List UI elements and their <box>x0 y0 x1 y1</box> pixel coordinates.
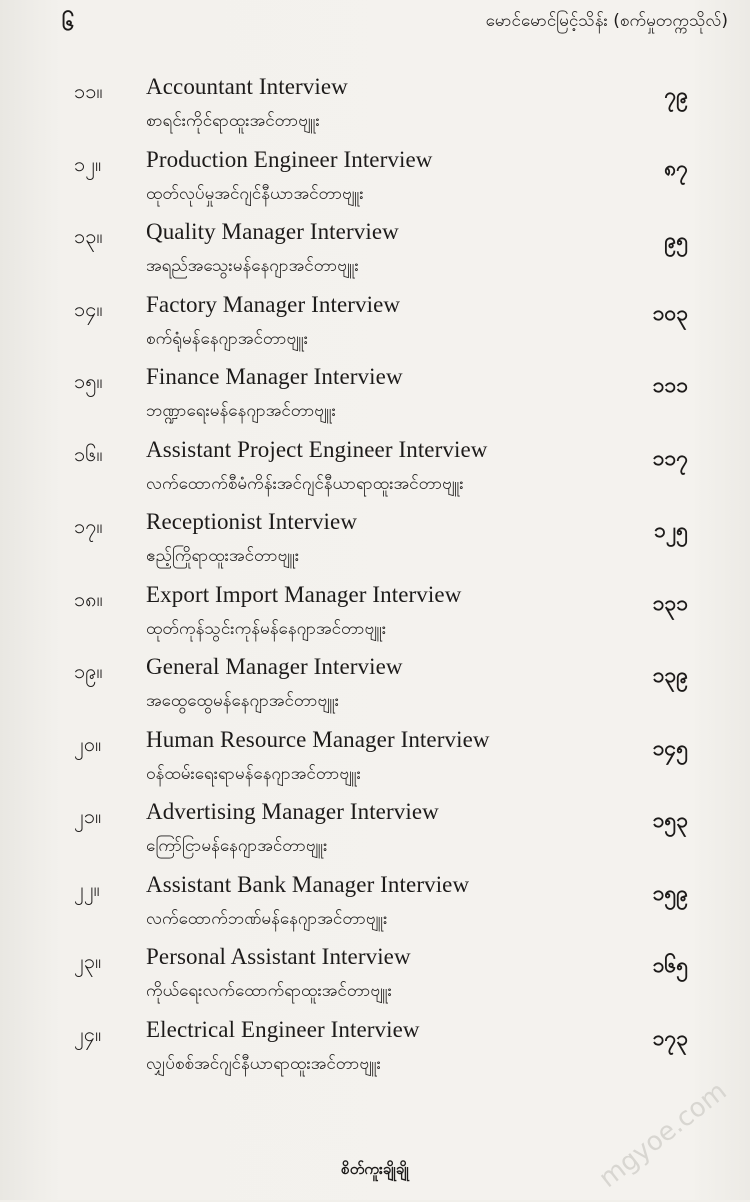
entry-subtitle: ထုတ်လုပ်မှုအင်ဂျင်နီယာအင်တာဗျူး <box>146 183 364 204</box>
entry-page-number: ၁၆၅ <box>652 953 688 977</box>
entry-title: Advertising Manager Interview <box>146 799 439 824</box>
entry-number: ၁၉။ <box>74 659 103 683</box>
entry-title: General Manager Interview <box>146 654 403 679</box>
entry-page-number: ၁၅၃ <box>652 808 688 832</box>
toc-entry[interactable] <box>0 145 750 218</box>
entry-page-number: ၁၄၅ <box>652 735 688 760</box>
entry-subtitle: လျှပ်စစ်အင်ဂျင်နီယာရာထူးအင်တာဗျူး <box>146 1053 381 1074</box>
entry-title: Receptionist Interview <box>146 509 358 534</box>
entry-page-number: ၁၇၃ <box>652 1025 688 1050</box>
entry-title: Factory Manager Interview <box>146 291 401 317</box>
running-title: မောင်မောင်မြင့်သိန်း (စက်မှုတက္ကသိုလ်) <box>485 11 728 31</box>
entry-page-number: ၁၃၉ <box>652 663 688 687</box>
entry-page-number: ၉၅ <box>664 228 688 252</box>
toc-entry[interactable] <box>0 870 750 943</box>
entry-number: ၁၃။ <box>74 224 103 248</box>
entry-subtitle: စာရင်းကိုင်ရာထူးအင်တာဗျူး <box>146 111 320 131</box>
entry-page-number: ၁၁၁ <box>652 373 688 397</box>
entry-title: Human Resource Manager Interview <box>146 726 490 752</box>
toc-entry[interactable] <box>0 1015 750 1088</box>
entry-page-number: ၁၅၉ <box>652 880 688 905</box>
entry-number: ၁၄။ <box>74 296 103 321</box>
entry-subtitle: လက်ထောက်ဘဏ်မန်နေဂျာအင်တာဗျူး <box>146 908 388 929</box>
entry-title: Quality Manager Interview <box>146 219 399 244</box>
entry-number: ၂၃။ <box>74 949 102 973</box>
entry-page-number: ၁၃၁ <box>652 590 688 615</box>
toc-entry[interactable] <box>0 72 750 145</box>
entry-subtitle: ဘဏ္ဍာရေးမန်နေဂျာအင်တာဗျူး <box>146 401 336 421</box>
entry-subtitle: ကြော်ငြာမန်နေဂျာအင်တာဗျူး <box>146 836 328 856</box>
page-header <box>0 8 750 38</box>
entry-number: ၁၈။ <box>74 586 103 611</box>
entry-title: Assistant Project Engineer Interview <box>146 436 488 462</box>
entry-number: ၂၁။ <box>74 804 102 828</box>
toc-entry[interactable] <box>0 217 750 290</box>
page-number: ၆ <box>62 10 75 36</box>
toc-entry[interactable] <box>0 797 750 870</box>
entry-subtitle: ဝန်ထမ်းရေးရာမန်နေဂျာအင်တာဗျူး <box>146 763 361 784</box>
entry-number: ၂၂။ <box>74 876 100 901</box>
entry-number: ၁၂။ <box>74 151 102 176</box>
toc-entry[interactable] <box>0 942 750 1015</box>
watermark: mgyoe.com <box>593 1076 733 1195</box>
entry-page-number: ၁၂၅ <box>654 518 688 542</box>
entry-page-number: ၈၇ <box>664 155 688 180</box>
entry-title: Production Engineer Interview <box>146 146 433 172</box>
entry-subtitle: လက်ထောက်စီမံကိန်းအင်ဂျင်နီယာရာထူးအင်တာဗျူး <box>146 473 464 494</box>
entry-subtitle: အထွေထွေမန်နေဂျာအင်တာဗျူး <box>146 691 340 711</box>
entry-number: ၁၁။ <box>74 79 103 103</box>
entry-title: Assistant Bank Manager Interview <box>146 871 470 897</box>
toc-entry[interactable] <box>0 652 750 725</box>
entry-number: ၁၇။ <box>74 514 103 538</box>
entry-title: Electrical Engineer Interview <box>146 1016 420 1042</box>
entry-subtitle: အရည်အသွေးမန်နေဂျာအင်တာဗျူး <box>146 256 359 276</box>
toc-entry[interactable] <box>0 580 750 653</box>
entry-subtitle: စက်ရုံမန်နေဂျာအင်တာဗျူး <box>146 328 309 349</box>
toc-entry[interactable] <box>0 435 750 508</box>
page-footer: စိတ်ကူးချိုချို <box>341 1160 409 1178</box>
entry-page-number: ၇၉ <box>664 83 688 107</box>
entry-title: Finance Manager Interview <box>146 364 403 389</box>
toc-entry[interactable] <box>0 290 750 363</box>
entry-page-number: ၁၁၇ <box>652 445 688 470</box>
entry-title: Personal Assistant Interview <box>146 944 411 969</box>
entry-page-number: ၁၀၃ <box>652 300 688 325</box>
toc-entry[interactable] <box>0 362 750 435</box>
entry-number: ၂၀။ <box>74 731 102 756</box>
entry-number: ၁၆။ <box>74 441 103 466</box>
entry-title: Accountant Interview <box>146 74 348 99</box>
table-of-contents <box>0 72 750 1087</box>
entry-number: ၂၄။ <box>74 1021 102 1046</box>
toc-entry[interactable] <box>0 725 750 798</box>
entry-subtitle: ထုတ်ကုန်သွင်းကုန်မန်နေဂျာအင်တာဗျူး <box>146 618 387 639</box>
entry-subtitle: ဧည့်ကြိုရာထူးအင်တာဗျူး <box>146 546 300 566</box>
toc-entry[interactable] <box>0 507 750 580</box>
entry-subtitle: ကိုယ်ရေးလက်ထောက်ရာထူးအင်တာဗျူး <box>146 981 393 1001</box>
entry-number: ၁၅။ <box>74 369 103 393</box>
entry-title: Export Import Manager Interview <box>146 581 462 607</box>
